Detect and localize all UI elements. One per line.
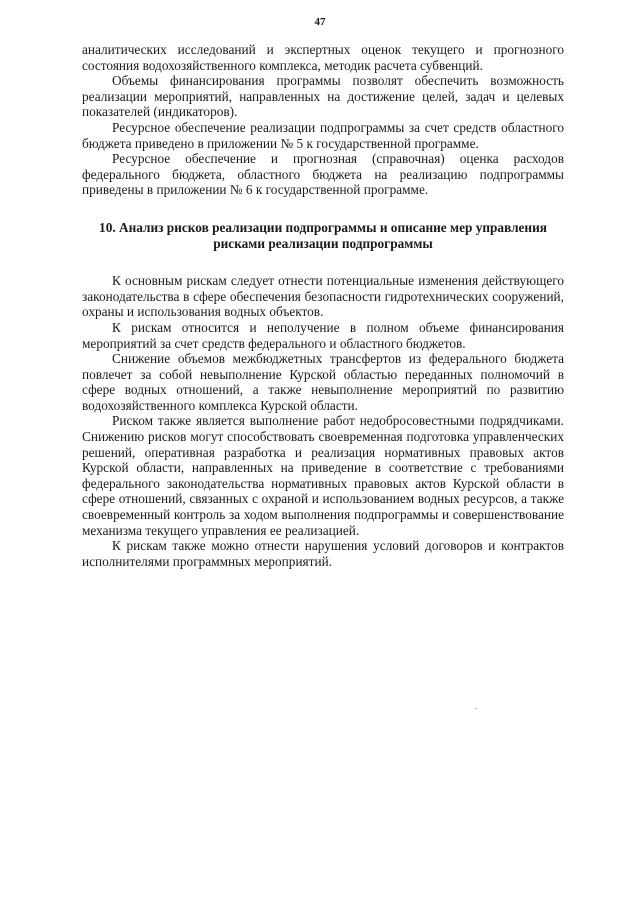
scan-artifact bbox=[475, 708, 477, 709]
paragraph-federal-budget: Ресурсное обеспечение и прогнозная (справочная) оценка расходов федерального бюджета, областного бюджета на реализацию подпрограммы приведены в приложении № 6 к государственной программе. bbox=[82, 151, 564, 198]
intro-paragraphs bbox=[82, 42, 564, 198]
paragraph-risk-contractors: Риском также является выполнение работ недобросовестными подрядчиками. Снижению рисков могут способствовать своевременная подготовка управленческих решений, оперативная разработка и реализация нормативных правовых актов Курской области, направленных на приведение в соответствие с требованиями федерального законодательства нормативных правовых актов Курской области в сфере отношений, связанных с охраной и использованием водных ресурсов, а также своевременный контроль за ходом выполнения подпрограммы и совершенствование механизма текущего управления ее реализацией. bbox=[82, 413, 564, 538]
paragraph-financing: Объемы финансирования программы позволят обеспечить возможность реализации мероприятий, направленных на достижение целей, задач и целевых показателей (индикаторов). bbox=[82, 73, 564, 120]
section-heading: 10. Анализ рисков реализации подпрограммы и описание мер управления рисками реализации подпрограммы bbox=[99, 219, 547, 251]
risk-paragraphs bbox=[82, 273, 564, 569]
paragraph-risk-legislation: К основным рискам следует отнести потенциальные изменения действующего законодательства в сфере обеспечения безопасности гидротехнических сооружений, охраны и использования водных объектов. bbox=[82, 273, 564, 320]
paragraph-continuation: аналитических исследований и экспертных оценок текущего и прогнозного состояния водохозяйственного комплекса, методик расчета субвенций. bbox=[82, 42, 564, 73]
paragraph-risk-funding: К рискам относится и неполучение в полном объеме финансирования мероприятий за счет средств федерального и областного бюджетов. bbox=[82, 319, 564, 351]
page-number: 47 bbox=[314, 16, 326, 28]
paragraph-regional-budget: Ресурсное обеспечение реализации подпрограммы за счет средств областного бюджета приведено в приложении № 5 к государственной программе. bbox=[82, 119, 564, 151]
paragraph-risk-transfers: Снижение объемов межбюджетных трансфертов из федерального бюджета повлечет за собой невыполнение Курской областью переданных полномочий в сфере водных отношений, а также невыполнение мероприятий по развитию водохозяйственного комплекса Курской области. bbox=[82, 351, 564, 413]
paragraph-risk-contracts: К рискам также можно отнести нарушения условий договоров и контрактов исполнителями программных мероприятий. bbox=[82, 538, 564, 569]
document-body bbox=[82, 42, 564, 569]
